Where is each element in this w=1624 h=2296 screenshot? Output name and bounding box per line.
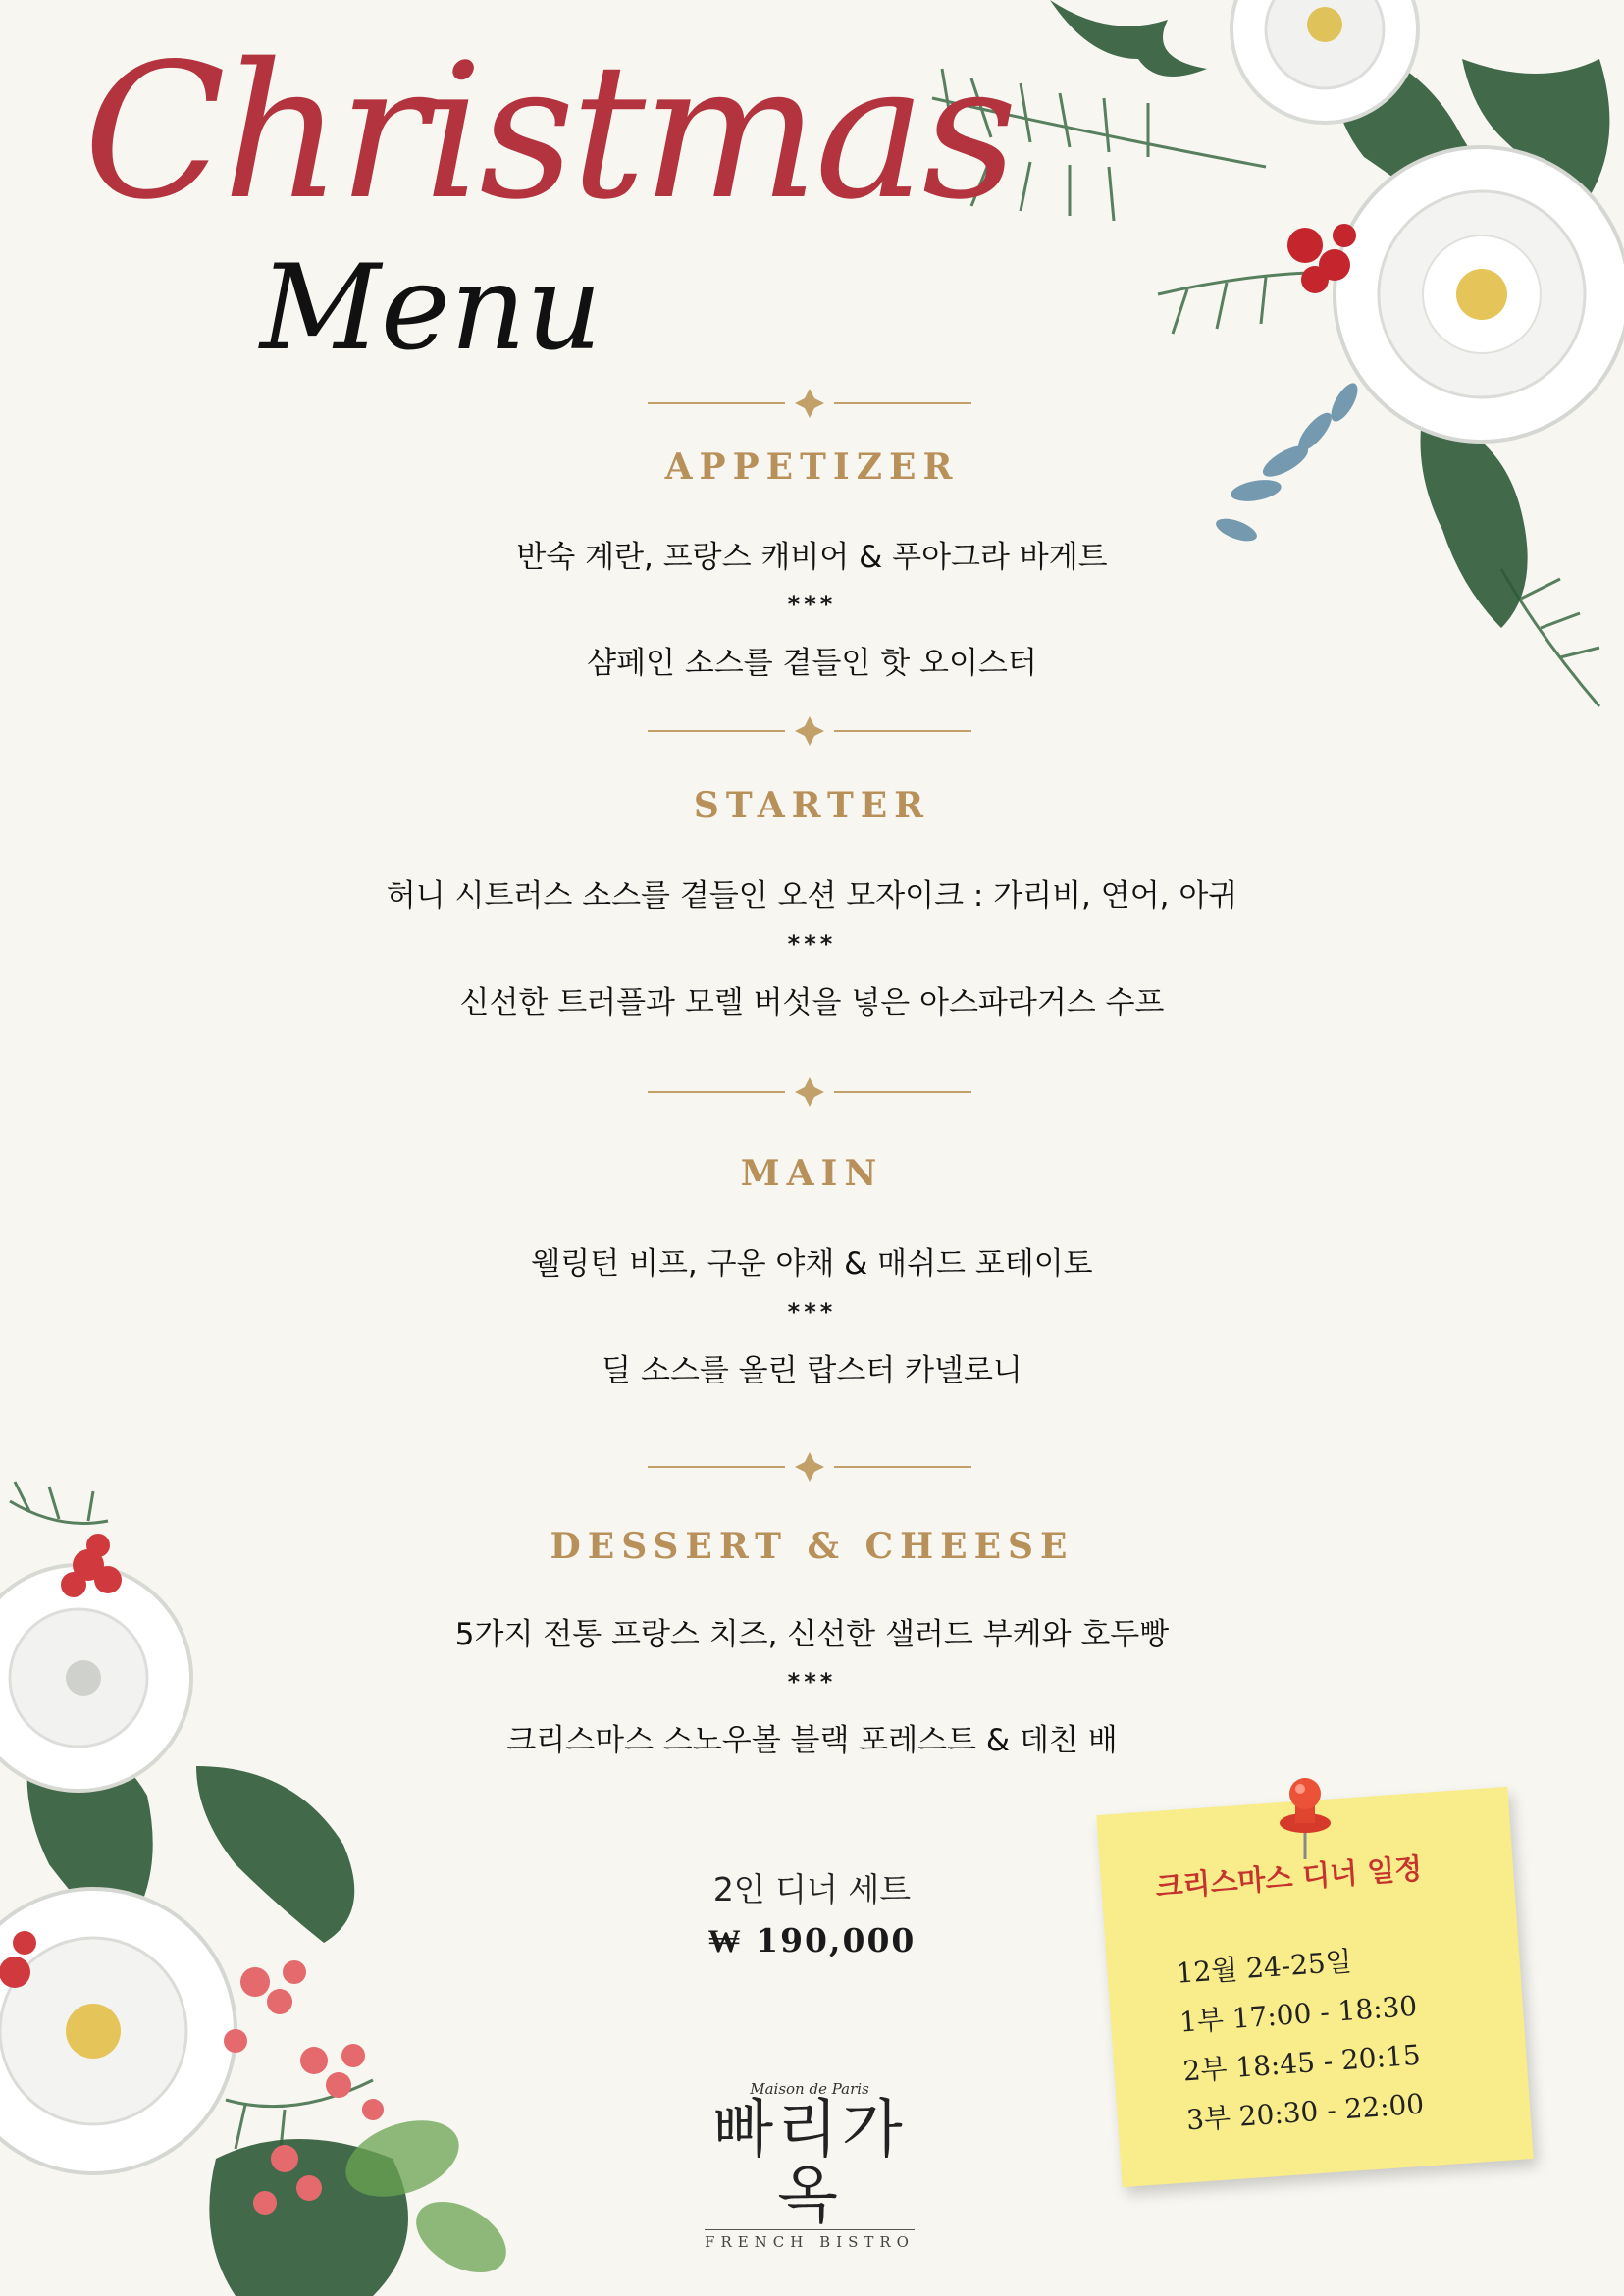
section-divider — [648, 1077, 971, 1107]
logo-name: 빠리가옥 — [712, 2094, 907, 2233]
dish-item: 웰링턴 비프, 구운 야채 & 매쉬드 포테이토 — [531, 1246, 1093, 1281]
set-menu-label: 2인 디너 세트 — [712, 1870, 912, 1908]
section-title-starter: STARTER — [693, 785, 931, 826]
schedule-date: 12월 24-25일 — [1175, 1945, 1353, 1990]
section-divider — [648, 716, 971, 746]
christmas-script-title: Christmas — [83, 24, 1015, 240]
section-title-main: MAIN — [740, 1153, 884, 1194]
section-divider — [648, 1452, 971, 1482]
dish-separator: *** — [787, 930, 837, 958]
logo-subtitle: FRENCH BISTRO — [705, 2229, 915, 2251]
schedule-slot: 1부 17:00 - 18:30 — [1179, 1989, 1419, 2039]
set-menu-price: ₩ 190,000 — [707, 1921, 917, 1959]
dish-item: 신선한 트러플과 모렐 버섯을 넣은 아스파라거스 수프 — [459, 985, 1165, 1020]
schedule-title: 크리스마스 디너 일정 — [1154, 1852, 1424, 1905]
dish-separator: *** — [787, 1668, 837, 1696]
dish-item: 딜 소스를 올린 랍스터 카넬로니 — [602, 1353, 1022, 1388]
pushpin-icon — [1276, 1776, 1335, 1864]
section-title-dessert-cheese: DESSERT & CHEESE — [550, 1526, 1074, 1567]
dish-item: 5가지 전통 프랑스 치즈, 신선한 샐러드 부케와 호두빵 — [454, 1617, 1170, 1652]
section-title-appetizer: APPETIZER — [664, 446, 960, 488]
dish-separator: *** — [787, 591, 837, 618]
dish-item: 반숙 계란, 프랑스 캐비어 & 푸아그라 바게트 — [516, 540, 1108, 575]
dish-item: 허니 시트러스 소스를 곁들인 오션 모자이크 : 가리비, 연어, 아귀 — [386, 878, 1238, 913]
menu-script-title: Menu — [260, 240, 602, 377]
schedule-slot: 3부 20:30 - 22:00 — [1185, 2087, 1426, 2137]
logo-tagline: Maison de Paris — [750, 2080, 869, 2098]
dish-separator: *** — [787, 1298, 837, 1326]
restaurant-logo — [682, 2080, 937, 2252]
dish-item: 샴페인 소스를 곁들인 핫 오이스터 — [587, 646, 1037, 681]
section-divider — [648, 389, 971, 418]
dish-item: 크리스마스 스노우볼 블랙 포레스트 & 데친 배 — [506, 1723, 1118, 1758]
schedule-slot: 2부 18:45 - 20:15 — [1181, 2038, 1422, 2088]
